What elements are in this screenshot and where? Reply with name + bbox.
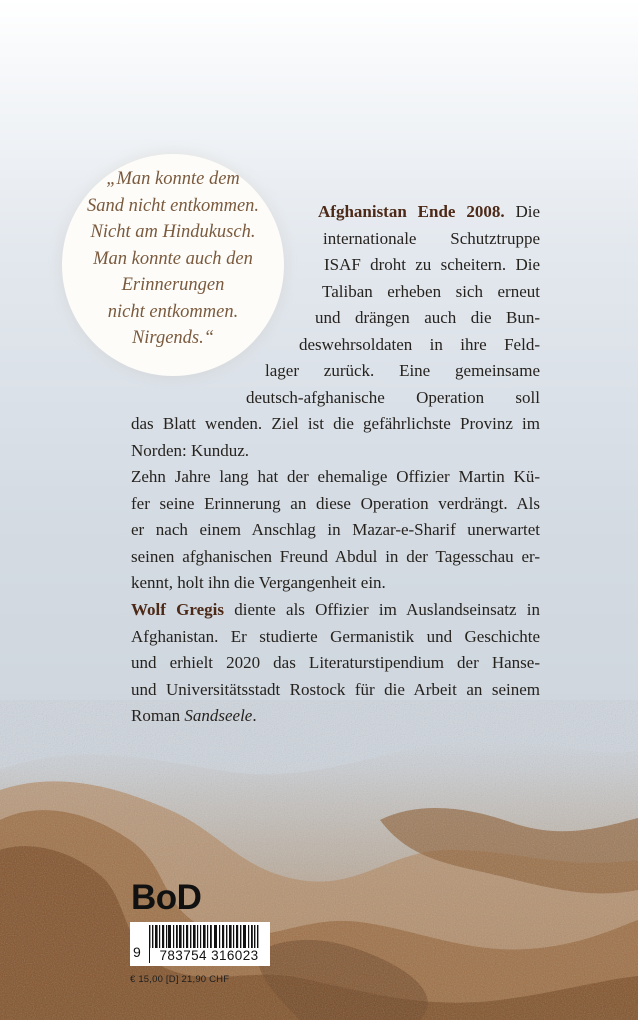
author-bio-line: Afghanistan. Er studierte Germanistik und Geschichte [131,626,540,646]
author-bio-last-line [131,703,540,730]
author-name: Wolf Gregis [131,600,225,619]
author-bio-first-line [131,597,540,624]
quote-line: Nicht am Hindukusch. [90,222,256,242]
quote-line: „Man konnte dem [106,169,240,189]
quote-line: Nirgends.“ [131,328,215,348]
ean-digits: 783754 316023 [150,948,268,964]
quote-line: Sand nicht entkommen. [86,195,260,216]
blurb-line: und drängen auch die Bun- [315,308,540,327]
author-bio-period: . [252,706,257,725]
blurb-line: er nach einem Anschlag in Mazar-e-Sharif unerwartet [131,520,540,539]
blurb-line-8 [246,385,540,412]
blurb-line: seinen afghanischen Freund Abdul in der Tagesschau er- [131,546,540,566]
pull-quote [62,166,284,352]
price-label: € 15,00 [D] 21,90 CHF [130,974,230,985]
blurb-line: Zehn Jahre lang hat der ehemalige Offizier Martin Kü- [131,467,540,486]
author-bio [131,597,540,730]
book-title: Sandseele [184,706,253,725]
author-bio-line: und erhielt 2020 das Literaturstipendium der Hanse- [131,653,540,672]
blurb-line: lager zurück. Eine gemeinsame [265,361,540,380]
blurb-line: das Blatt wenden. Ziel ist die gefährlichste Provinz im [131,414,540,433]
blurb-line-1 [318,199,540,226]
author-bio-line: und Universitätsstadt Rostock für die Arbeit an seinem [131,679,540,699]
blurb-line: fer seine Erinnerung an diese Operation verdrängt. Als [131,493,540,513]
blurb-first-line [318,199,540,226]
blurb-lead: Afghanistan Ende 2008. [318,202,505,221]
ean-first-digit: 9 [133,944,141,960]
blurb-line-3 [324,252,540,279]
author-bio-line: diente als Offizier im Auslandseinsatz in [234,600,541,619]
blurb-line-6 [299,332,540,359]
quote-line: nicht entkommen. [107,301,239,322]
blurb-line-4 [322,279,540,306]
blurb-full-lines [131,411,540,597]
blurb-line-7 [265,358,540,385]
blurb-line: Taliban erheben sich erneut [322,281,540,301]
sand-dune-illustration [0,700,638,1020]
blurb-line-5 [315,305,540,332]
blurb-line: deswehrsoldaten in ihre Feld- [299,334,540,354]
quote-line: Erinnerungen [121,275,225,295]
blurb-line: Die [515,202,540,221]
publisher-logo: BoD [131,878,202,917]
blurb-line: deutsch-afghanische Operation soll [246,387,540,407]
blurb-line-2 [323,226,540,253]
blurb-line: ISAF droht zu scheitern. Die [324,255,540,274]
blurb-line: Norden: Kunduz. [131,440,250,460]
blurb-line: kennt, holt ihn die Vergangenheit ein. [131,573,386,592]
quote-line: Man konnte auch den [93,248,253,269]
author-bio-line: Roman [131,706,181,725]
blurb-line: internationale Schutztruppe [323,228,540,248]
